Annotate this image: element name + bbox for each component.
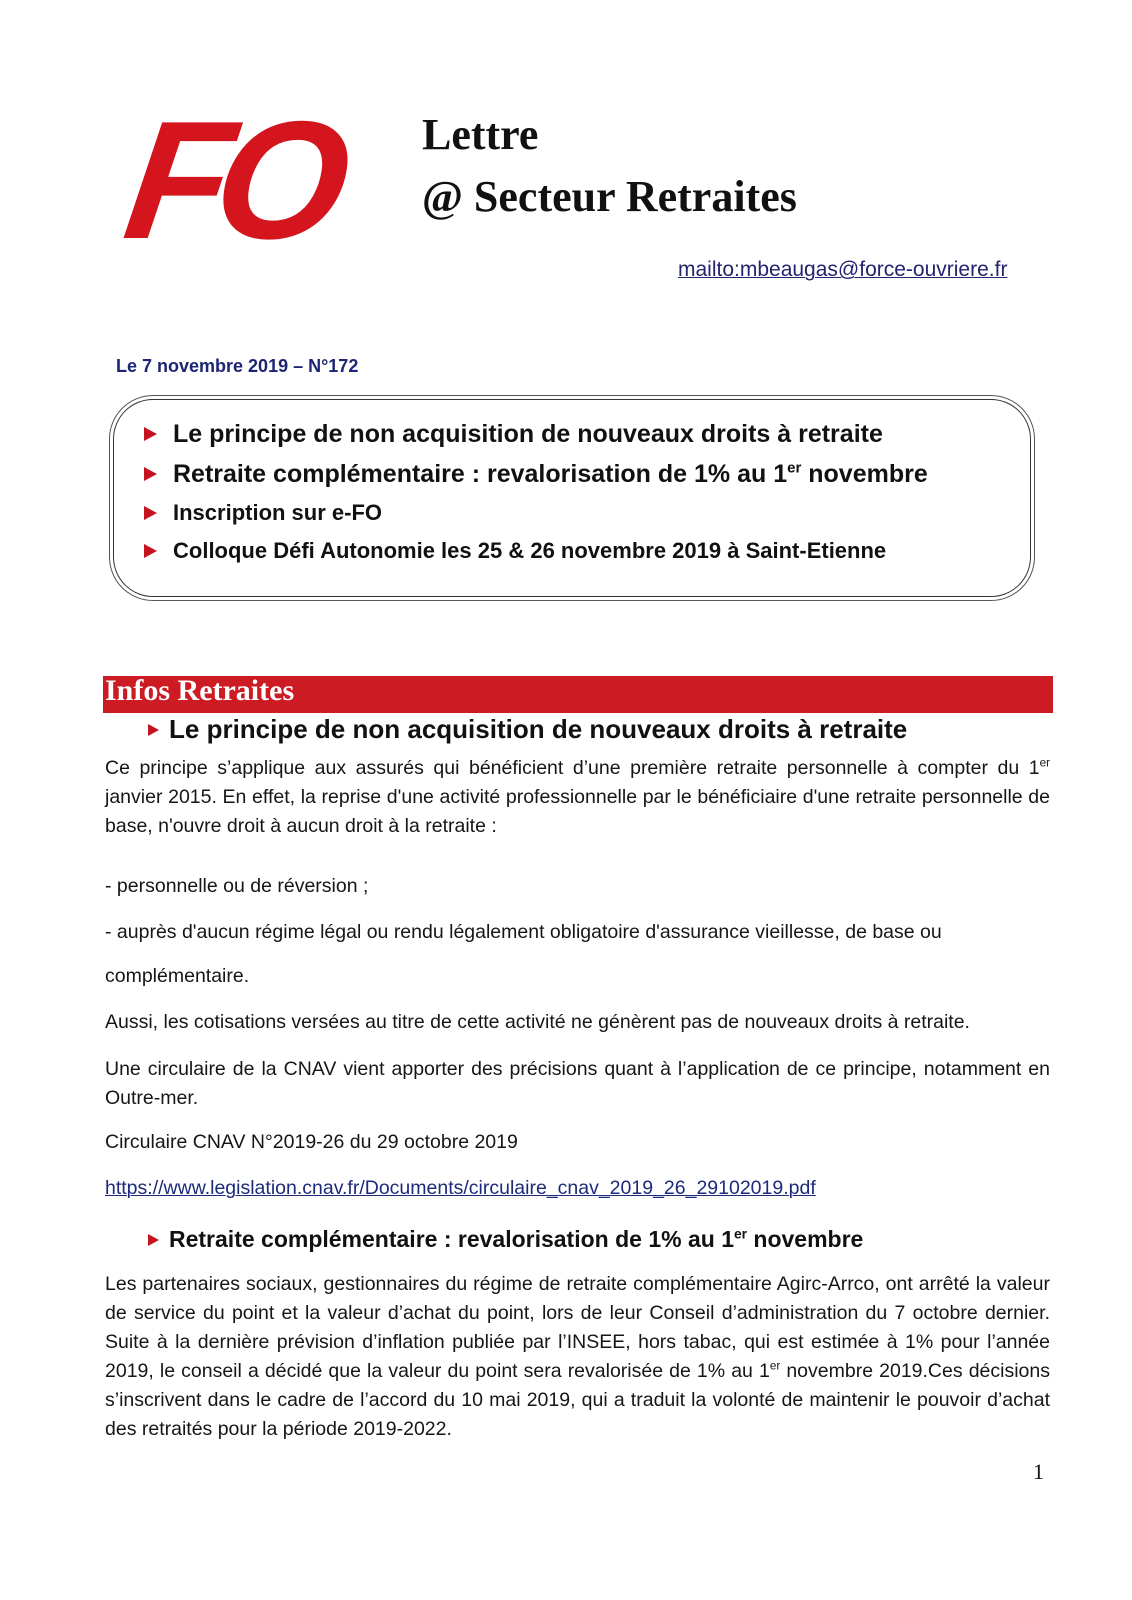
- triangle-bullet-icon: [144, 427, 157, 441]
- circular-link-row: [105, 1174, 1050, 1203]
- triangle-bullet-icon: [148, 1234, 159, 1246]
- section-title: Infos Retraites: [105, 674, 295, 707]
- section-header-bar: [103, 676, 1053, 713]
- title-line-1: Lettre: [422, 110, 539, 159]
- list-item-continuation: complémentaire.: [105, 965, 250, 987]
- summary-box: [113, 399, 1031, 597]
- triangle-bullet-icon: [144, 544, 157, 558]
- summary-item-text: Le principe de non acquisition de nouveaux droits à retraite: [173, 419, 883, 448]
- paragraph: Une circulaire de la CNAV vient apporter des précisions quant à l’application de ce principe, notamment en Outre-mer.: [105, 1058, 1050, 1109]
- summary-item: [144, 454, 1030, 494]
- svg-text:FO: FO: [115, 85, 348, 274]
- letter-title: [422, 104, 797, 228]
- email-link[interactable]: mailto:mbeaugas@force-ouvriere.fr: [678, 258, 1008, 281]
- fo-logo: [115, 85, 348, 274]
- circular-link[interactable]: https://www.legislation.cnav.fr/Documents/circulaire_cnav_2019_26_29102019.pdf: [105, 1177, 816, 1199]
- paragraph: Aussi, les cotisations versées au titre de cette activité ne génèrent pas de nouveaux droits à retraite.: [105, 1011, 970, 1033]
- triangle-bullet-icon: [148, 724, 159, 736]
- summary-item-text: Inscription sur e-FO: [173, 500, 383, 525]
- summary-item: [144, 414, 1030, 454]
- circular-reference: Circulaire CNAV N°2019-26 du 29 octobre 2019: [105, 1131, 518, 1153]
- summary-item-text: Retraite complémentaire : revalorisation de 1% au 1er novembre: [173, 459, 928, 488]
- list-item: - personnelle ou de réversion ;: [105, 875, 369, 897]
- article-heading: Retraite complémentaire : revalorisation de 1% au 1er novembre: [148, 1226, 863, 1253]
- article-heading: Le principe de non acquisition de nouveaux droits à retraite: [148, 714, 907, 745]
- paragraph: Ce principe s’applique aux assurés qui bénéficient d’une première retraite personnelle à compter du 1er janvier 2015. En effet, la reprise d'une activité professionnelle par le bénéficiaire d'une retraite personnelle de base, n'ouvre droit à aucun droit à la retraite :: [105, 756, 1050, 837]
- issue-date: Le 7 novembre 2019 – N°172: [116, 356, 359, 376]
- triangle-bullet-icon: [144, 506, 157, 520]
- triangle-bullet-icon: [144, 467, 157, 481]
- summary-item: [144, 494, 1030, 532]
- summary-item-text: Colloque Défi Autonomie les 25 & 26 novembre 2019 à Saint-Etienne: [173, 538, 887, 563]
- list-item: - auprès d'aucun régime légal ou rendu légalement obligatoire d'assurance vieillesse, de base ou: [105, 921, 942, 943]
- title-line-2: @ Secteur Retraites: [422, 172, 797, 221]
- page-number: 1: [1033, 1459, 1044, 1484]
- paragraph: Les partenaires sociaux, gestionnaires du régime de retraite complémentaire Agirc-Arrco, ont arrêté la valeur de service du point et la valeur d’achat du point, lors de leur Conseil d’administration du 7 octobre dernier. Suite à la dernière prévision d’inflation publiée par l’INSEE, hors tabac, qui est estimée à 1% pour l’année 2019, le conseil a décidé que la valeur du point sera revalorisée de 1% au 1er novembre 2019.Ces décisions s’inscrivent dans le cadre de l’accord du 10 mai 2019, qui a traduit la volonté de maintenir le pouvoir d’achat des retraités pour la période 2019-2022.: [105, 1273, 1050, 1440]
- summary-item: [144, 532, 1030, 570]
